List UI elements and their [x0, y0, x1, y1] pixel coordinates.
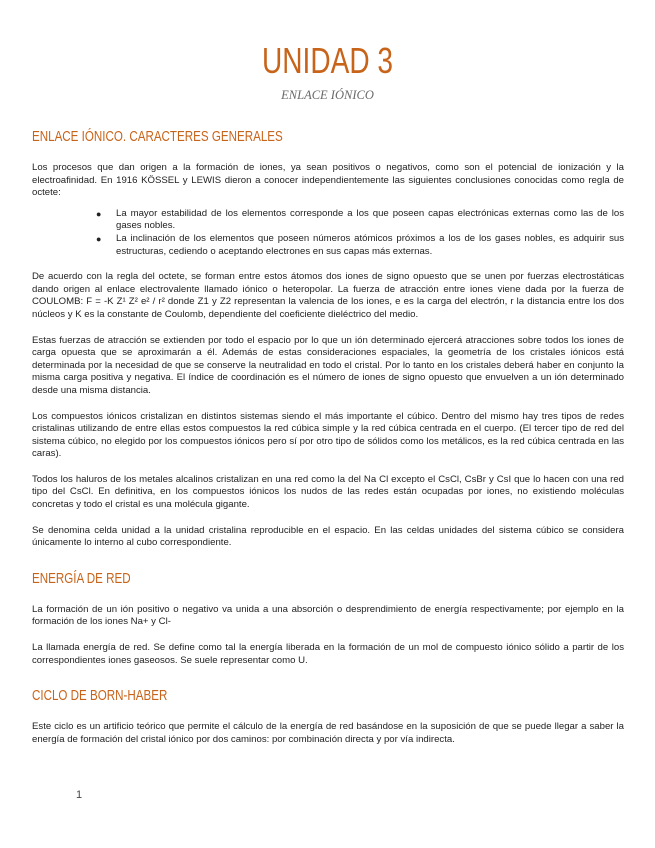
- page-subtitle: ENLACE IÓNICO: [281, 88, 374, 102]
- paragraph: Se denomina celda unidad a la unidad cristalina reproducible en el espacio. En las celdas unidades del sistema cúbico se considera únicamente lo interno al cubo correspondiente.: [32, 524, 624, 549]
- paragraph: La llamada energía de red. Se define como tal la energía liberada en la formación de un mol de compuesto iónico sólido a partir de los correspondientes iones gaseosos. Se suele representar como U.: [32, 642, 624, 666]
- paragraph: La formación de un ión positivo o negativo va unida a una absorción o desprendimiento de energía respectivamente; por ejemplo en la formación de los iones Na+ y Cl-: [32, 603, 624, 628]
- paragraph: De acuerdo con la regla del octete, se forman entre estos átomos dos iones de signo opuesto que se unen por fuerzas electrostáticas dando origen al enlace electrovalente llamado iónico o heteropolar. La fuerza de atracción entre iones viene dada por la fuerza de COULOMB: F = -K Z¹ Z² e² / r² donde Z1 y Z2 representan la valencia de los iones, e es la carga del electrón, r la distancia entre los dos núcleos y K es la constante de Coulomb, dependiente del coeficiente dieléctrico del medio.: [32, 271, 624, 320]
- section-heading-ciclo-born-haber: CICLO DE BORN-HABER: [32, 688, 168, 705]
- paragraph: Este ciclo es un artificio teórico que permite el cálculo de la energía de red basándose en la suposición de que se puede llegar a saber la energía de formación del cristal iónico por dos caminos: por combinación directa y por vía indirecta.: [32, 721, 624, 745]
- section-heading-enlace-ionico: ENLACE IÓNICO. CARACTERES GENERALES: [32, 129, 283, 145]
- paragraph: Los compuestos iónicos cristalizan en distintos sistemas siendo el más importante el cúbico. Dentro del mismo hay tres tipos de redes cristalinas utilizando de entre ellas estos compuestos la red cúbica simple y la red cúbica centrada en el cuerpo. (El tercer tipo de red del sistema cúbico, no elegido por los compuestos iónicos pero sí por otro tipo de sólidos como los metálicos, es la red cúbica centrada en las caras).: [32, 410, 624, 460]
- paragraph: Los procesos que dan origen a la formación de iones, ya sean positivos o negativos, como son el potencial de ionización y la electroafinidad. En 1916 KÖSSEL y LEWIS dieron a conocer independientemente las siguientes conclusiones conocidas como regla de octete:: [32, 162, 624, 199]
- page-number: 1: [76, 789, 83, 801]
- paragraph: Estas fuerzas de atracción se extienden por todo el espacio por lo que un ión determinado ejercerá atracciones sobre todos los iones de carga opuesta que se aproximarán a él. Además de estas consideraciones espaciales, la geometría de los cristales iónicos está determinada por la necesidad de que se conserve la neutralidad en todo el cristal. Por lo tanto en los cristales deberá haber en conjunto la misma carga positiva y negativa. El índice de coordinación es el número de iones de signo opuesto que envuelven a un ión determinado desde una misma distancia.: [32, 334, 624, 396]
- section-heading-energia-de-red: ENERGÍA DE RED: [32, 570, 131, 587]
- paragraph: Todos los haluros de los metales alcalinos cristalizan en una red como la del Na Cl excepto el CsCl, CsBr y CsI que lo hacen con una red tipo del CsCl. En definitiva, en los compuestos iónicos los nudos de las redes están ocupadas por iones, no existiendo moléculas concretas y todo el cristal es una molécula gigante.: [32, 473, 624, 511]
- bullet-list: [32, 208, 624, 258]
- page-title: UNIDAD 3: [261, 40, 394, 81]
- bullet-icon: ●: [96, 233, 102, 244]
- bullet-icon: ●: [96, 208, 102, 219]
- list-item: ● La inclinación de los elementos que poseen números atómicos próximos a los de los gases nobles, es adquirir sus estructuras, cediendo o aceptando electrones en sus capas más externas.: [96, 232, 624, 257]
- document-body: [32, 128, 624, 746]
- list-item: ● La mayor estabilidad de los elementos corresponde a los que poseen capas electrónicas externas como las de los gases nobles.: [96, 207, 624, 232]
